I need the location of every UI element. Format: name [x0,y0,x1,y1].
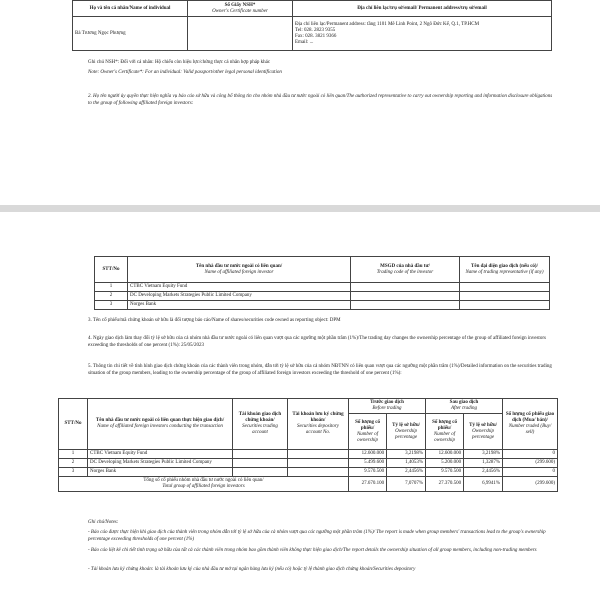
tx-stt-header: STT/No [59,399,88,450]
authorized-representative-paragraph: 2. Họ tên người ủy quyền thực hiện nghĩa vụ báo cáo sở hữu và công bố thông tin cho nhóm nhà đầu tư nước ngoài có liên quan/The authorized representative to carry out ownership reporting and information disclosure obligations to the group of following affiliated foreign investors: [88,94,553,106]
owner-table [72,0,552,51]
tx-before-header: Trước giao dịch Before trading [349,399,426,414]
tx-no: 1 [59,450,88,459]
table-row [95,301,550,310]
owner-name-cell: Bà Trương Ngọc Phượng [73,17,188,51]
tx-before-pct-header: Tỷ lệ sở hữu/ Ownership percentage [387,414,426,450]
tx-name: CTBC Vietnam Equity Fund [88,450,233,459]
tx-depository-header: Tài khoản lưu ký chứng khoán/ Securities depository account No. [288,399,349,450]
inv-rep-header: Tên đại diện giao dịch (nếu có)/ Name of trading representative (if any) [460,257,550,283]
tx-account-header: Tài khoản giao dịch chứng khoán/ Securities trading account [233,399,288,450]
tx-after-qty: 5.200.000 [425,459,463,468]
document-page-1 [0,0,600,205]
inv-name: Norges Bank [128,301,351,310]
tx-traded-header: Số lượng cổ phiếu giao dịch (Mua/ bán)/ Number traded (Buy/ sell) [503,399,558,450]
tx-after-header: Sau giao dịch After trading [425,399,502,414]
tx-name-header: Tên nhà đầu tư nước ngoài có liên quan thực hiện giao dịch/ Name of affiliated foreign investors conducting the transaction [88,399,233,450]
owner-address-cell: Địa chỉ liên lạc/Permanent address: tầng 1101 Mê Linh Point, 2 Ngô Đức Kế, Q.1, TP.HCM Tel: 028. 2823 9355 Fax: 028. 3821 9366 Email: ... [293,17,552,51]
tx-no: 3 [59,468,88,477]
tx-before-qty: 12.600.000 [349,450,387,459]
tx-name: DC Developing Markets Strategies Public Limited Company [88,459,233,468]
item-5-detail: 5. Thông tin chi tiết về tình hình giao dịch chứng khoán của các thành viên trong nhóm, dẫn tới tỷ lệ sở hữu của cả nhóm NĐTNN có liên quan vượt qua các ngưỡng một phần trăm (1%)/Detailed information on the securities trading situation of the group members, leading to the ownership percentage of the group of affiliated foreign investors exceeding the threshold of one percent (1%): [88,364,552,376]
total-before-qty: 27.670.100 [349,477,387,492]
tx-after-qty: 12.600.000 [425,450,463,459]
owner-cert-cell [188,17,293,51]
note-2: - Báo cáo liệt kê chi tiết tình trạng sở hữu của tất cả các thành viên trong nhóm bao gồm thành viên không thực hiện giao dịch/The report details the ownership situation of all group members, including non-trading members [88,548,537,553]
notes-title: Ghi chú/Notes: [88,520,119,525]
owner-note-en: Note: Owner's Certificate*: For an individual: Valid passport/other legal personal identification [88,70,282,75]
total-label: Tổng số cổ phiếu nhóm nhà đầu tư nước ngoài có liên quan/ Total group of affiliated foreign investors [59,477,349,492]
inv-no: 2 [95,292,128,301]
document-page-2 [0,212,600,600]
tx-traded: 0 [503,450,558,459]
tx-traded: 0 [503,468,558,477]
transaction-table [58,398,558,492]
tx-before-qty: 5.499.600 [349,459,387,468]
tx-before-pct: 2,4456% [387,468,426,477]
owner-name-header: Họ và tên cá nhân/Name of individual [73,1,188,17]
table-row [59,450,558,459]
table-row [59,468,558,477]
table-row [95,283,550,292]
tx-after-qty-header: Số lượng cổ phiếu/ Number of ownership [425,414,463,450]
tx-before-pct: 1,4053% [387,459,426,468]
tx-after-pct: 1,3287% [464,459,503,468]
total-after-qty: 27.370.500 [425,477,463,492]
total-before-pct: 7,0707% [387,477,426,492]
total-after-pct: 6,9941% [464,477,503,492]
inv-no: 3 [95,301,128,310]
inv-no: 1 [95,283,128,292]
tx-before-qty-header: Số lượng cổ phiếu/ Number of ownership [349,414,387,450]
owner-note-vi: Ghi chú NSH*: Đối với cá nhân: Hộ chiếu còn hiệu lực/chứng thực cá nhân hợp pháp khác [88,60,271,65]
total-row [59,477,558,492]
item-3-securities-code: 3. Tên cổ phiếu/mã chứng khoán sở hữu là đối tượng báo cáo/Name of shares/securities code owned as reporting object: DPM [88,318,341,323]
table-row [59,459,558,468]
table-row [95,292,550,301]
inv-stt-header: STT/No [95,257,128,283]
item-4-trading-date: 4. Ngày giao dịch làm thay đổi tỷ lệ sở hữu của cả nhóm nhà đầu tư nước ngoài có liên quan vượt qua các ngưỡng một phần trăm (1%)/The trading day changes the ownership percentage of the group of affiliated foreign investors exceeding the thresholds of one percent (1%): 25/05/2023 [88,336,546,348]
tx-name: Norges Bank [88,468,233,477]
tx-after-pct-header: Tỷ lệ sở hữu/ Ownership percentage [464,414,503,450]
tx-no: 2 [59,459,88,468]
tx-after-pct: 2,4456% [464,468,503,477]
owner-cert-header: Số Giấy NSH* Owner's Certificate number [188,1,293,17]
total-traded: (299.600) [503,477,558,492]
inv-name: DC Developing Markets Strategies Public Limited Company [128,292,351,301]
tx-traded: (299.600) [503,459,558,468]
tx-after-qty: 9.570.500 [425,468,463,477]
owner-address-header: Địa chỉ liên lạc/trụ sở/email/ Permanent address/trụ sở/email [293,1,552,17]
tx-before-pct: 3,2198% [387,450,426,459]
investor-table [94,256,550,310]
note-3: - Tài khoản lưu ký chứng khoán: là tài khoản lưu ký của nhà đầu tư mở tại ngân hàng lưu ký (nếu có) hoặc tỷ lệ thành giao dịch chứng khoán/Securities depository [88,567,416,572]
inv-code-header: MSGD của nhà đầu tư/ Trading code of the investor [351,257,460,283]
note-1: - Báo cáo được thực hiện khi giao dịch của thành viên trong nhóm dẫn tới tỷ lệ sở hữu của cả nhóm vượt qua các ngưỡng một phần trăm (1%)/ The report is made when group members' transactions lead to the group's ownership percentage exceeding thresholds of one percent (1%) [88,530,546,542]
tx-after-pct: 3,2198% [464,450,503,459]
inv-name: CTBC Vietnam Equity Fund [128,283,351,292]
tx-before-qty: 9.570.500 [349,468,387,477]
inv-name-header: Tên nhà đầu tư nước ngoài có liên quan/ Name of affiliated foreign investor [128,257,351,283]
